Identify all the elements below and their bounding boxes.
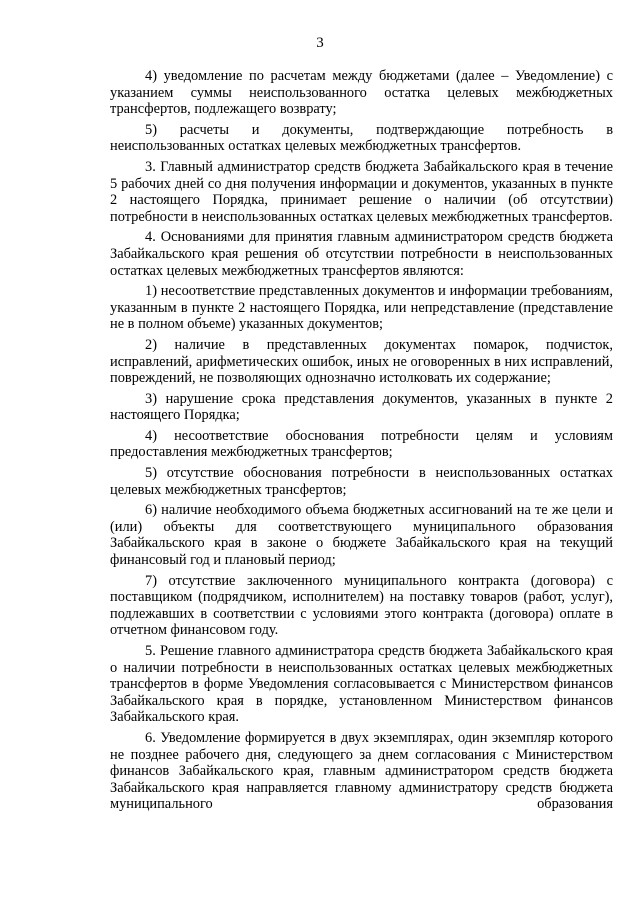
paragraph-ground-7: 7) отсутствие заключенного муниципального контракта (договора) с поставщиком (подрядчиком, исполнителем) на поставку товаров (работ, услуг), подлежавших в соответствии с условиями этого контракта (договора) оплате в отчетном финансовом году. bbox=[110, 572, 613, 639]
paragraph-clause-5: 5. Решение главного администратора средств бюджета Забайкальского края о наличии потребности в неиспользованных остатках целевых межбюджетных трансфертов в форме Уведомления согласовывается с Министерством финансов Забайкальского края в порядке, установленном Министерством финансов Забайкальского края. bbox=[110, 643, 613, 726]
paragraph-ground-4: 4) несоответствие обоснования потребности целям и условиям предоставления межбюджетных трансфертов; bbox=[110, 427, 613, 461]
paragraph-ground-5: 5) отсутствие обоснования потребности в неиспользованных остатках целевых межбюджетных трансфертов; bbox=[110, 465, 613, 498]
paragraph-clause-6: 6. Уведомление формируется в двух экземплярах, один экземпляр которого не позднее рабочего дня, следующего за днем согласования с Министерством финансов Забайкальского края, главным администратором средств бюджета Забайкальского края направляется главному администратору средств бюджета муниципального образования bbox=[110, 729, 613, 813]
page-number: 3 bbox=[316, 35, 324, 51]
paragraph-ground-3: 3) нарушение срока представления документов, указанных в пункте 2 настоящего Порядка; bbox=[110, 390, 613, 424]
document-body bbox=[110, 68, 613, 817]
paragraph-item-4-notice: 4) уведомление по расчетам между бюджетами (далее – Уведомление) с указанием суммы неиспользованного остатка целевых межбюджетных трансфертов, подлежащего возврату; bbox=[110, 68, 613, 118]
paragraph-ground-2: 2) наличие в представленных документах помарок, подчисток, исправлений, арифметических ошибок, иных не оговоренных в них исправлений, повреждений, не позволяющих однозначно истолковать их содержание; bbox=[110, 336, 613, 387]
paragraph-clause-3: 3. Главный администратор средств бюджета Забайкальского края в течение 5 рабочих дней со дня получения информации и документов, указанных в пункте 2 настоящего Порядка, принимает решение о наличии (об отсутствии) потребности в неиспользованных остатках целевых межбюджетных трансфертов. bbox=[110, 158, 613, 225]
paragraph-item-5-calculations: 5) расчеты и документы, подтверждающие потребность в неиспользованных остатках целевых межбюджетных трансфертов. bbox=[110, 121, 613, 155]
paragraph-clause-4: 4. Основаниями для принятия главным администратором средств бюджета Забайкальского края решения об отсутствии потребности в неиспользованных остатках целевых межбюджетных трансфертов являются: bbox=[110, 229, 613, 279]
paragraph-ground-1: 1) несоответствие представленных документов и информации требованиям, указанным в пункте 2 настоящего Порядка, или непредставление (представление не в полном объеме) указанных документов; bbox=[110, 283, 613, 333]
paragraph-ground-6: 6) наличие необходимого объема бюджетных ассигнований на те же цели и (или) объекты для соответствующего муниципального образования Забайкальского края в законе о бюджете Забайкальского края на текущий финансовый год и плановый период; bbox=[110, 502, 613, 569]
